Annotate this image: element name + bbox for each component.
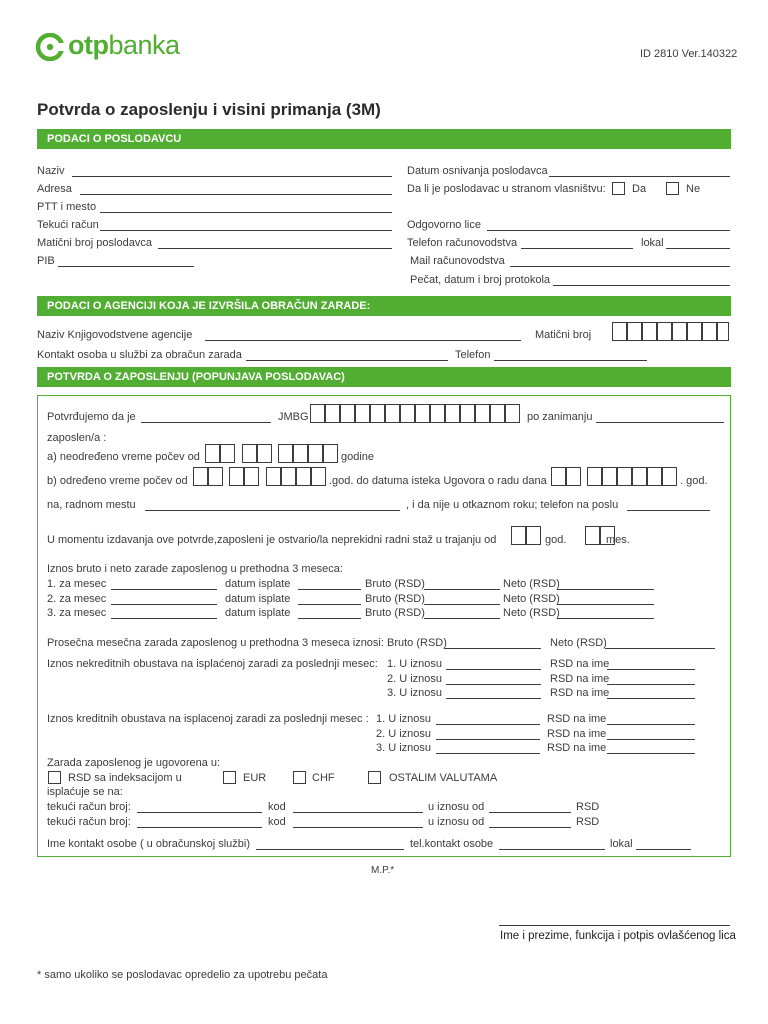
field-agency-telefon[interactable] <box>494 360 647 361</box>
label-zaposlen: zaposlen/a : <box>47 432 107 444</box>
label-strano-vlasnistvo: Da li je poslodavac u stranom vlasništvu: <box>407 183 606 195</box>
field-mail-racunovodstva[interactable] <box>510 266 730 267</box>
label-nekred-2: 2. U iznosu <box>387 673 443 685</box>
field-nekred-2-na-ime[interactable] <box>607 684 695 685</box>
label-kontakt-lokal: lokal <box>610 838 633 850</box>
label-po-zanimanju: po zanimanju <box>527 411 593 423</box>
field-maticni-broj[interactable] <box>158 248 392 249</box>
label-nekred-2-na-ime: RSD na ime <box>550 673 610 685</box>
footnote: * samo ukoliko se poslodavac opredelio za upotrebu pečata <box>37 969 328 981</box>
label-odredjeno: b) određeno vreme počev od <box>47 475 188 487</box>
field-kontakt-lokal[interactable] <box>636 849 691 850</box>
label-odgovorno-lice: Odgovorno lice <box>407 219 481 231</box>
label-pecat: Pečat, datum i broj protokola <box>410 274 551 286</box>
label-telefon-racunovodstva: Telefon računovodstva <box>407 237 518 249</box>
field-adresa[interactable] <box>80 194 392 195</box>
label-kontakt-osoba: Kontakt osoba u službi za obračun zarada <box>37 349 242 361</box>
label-staz-god: god. <box>545 534 567 546</box>
field-pib[interactable] <box>58 266 194 267</box>
employment-frame <box>37 395 731 857</box>
section-header-employment: POTVRDA O ZAPOSLENJU (POPUNJAVA POSLODAVAC) <box>37 367 731 387</box>
label-chf: CHF <box>312 772 335 784</box>
label-jmbg: JMBG <box>278 411 309 423</box>
label-kred-2-na-ime: RSD na ime <box>547 728 607 740</box>
field-zanimanje[interactable] <box>596 422 724 423</box>
label-ostalim-valutama: OSTALIM VALUTAMA <box>389 772 498 784</box>
checkbox-ne[interactable] <box>666 182 679 195</box>
field-kred-3[interactable] <box>436 753 540 754</box>
mp-stamp-label: M.P.* <box>371 865 395 876</box>
label-god-do: .god. do datuma isteka Ugovora o radu dana <box>329 475 547 487</box>
field-kred-2[interactable] <box>436 739 540 740</box>
label-ptt: PTT i mesto <box>37 201 97 213</box>
checkbox-chf[interactable] <box>293 771 306 784</box>
label-staz-mes: mes. <box>606 534 630 546</box>
label-radni-staz: U momentu izdavanja ove potvrde,zaposleni je ostvario/la neprekidni radni staž u trajanju od <box>47 534 497 546</box>
field-naziv-agencije[interactable] <box>205 340 521 341</box>
signature-line[interactable] <box>499 925 730 926</box>
label-ime-kontakt-osobe: Ime kontakt osobe ( u obračunskoj službi) <box>47 838 250 850</box>
checkbox-eur[interactable] <box>223 771 236 784</box>
label-nekred-1: 1. U iznosu <box>387 658 443 670</box>
field-datum-osnivanja[interactable] <box>549 176 730 177</box>
field-odgovorno-lice[interactable] <box>487 230 730 231</box>
label-ne: Ne <box>686 183 701 195</box>
document-id: ID 2810 Ver.140322 <box>640 48 738 60</box>
label-maticni-broj: Matični broj poslodavca <box>37 237 152 249</box>
logo-wordmark: otpbanka <box>68 30 180 60</box>
label-da: Da <box>632 183 647 195</box>
field-prosecna-bruto[interactable] <box>444 648 541 649</box>
label-kred-3: 3. U iznosu <box>376 742 432 754</box>
label-isplacuje: isplaćuje se na: <box>47 786 123 798</box>
label-kred-3-na-ime: RSD na ime <box>547 742 607 754</box>
section-header-agency: PODACI O AGENCIJI KOJA JE IZVRŠILA OBRAČUN ZARADE: <box>37 296 731 316</box>
label-tel-kontakt-osobe: tel.kontakt osobe <box>410 838 494 850</box>
label-tekuci-racun: Tekući račun <box>37 219 99 231</box>
field-ime-kontakt-osobe[interactable] <box>256 849 404 850</box>
label-pib: PIB <box>37 255 55 267</box>
label-kred-1-na-ime: RSD na ime <box>547 713 607 725</box>
field-radno-mesto[interactable] <box>145 510 400 511</box>
checkbox-rsd[interactable] <box>48 771 61 784</box>
label-lokal: lokal <box>641 237 664 249</box>
label-nekred-3-na-ime: RSD na ime <box>550 687 610 699</box>
label-datum-osnivanja: Datum osnivanja poslodavca <box>407 165 548 177</box>
field-nekred-3[interactable] <box>446 698 541 699</box>
field-prosecna-neto[interactable] <box>605 648 715 649</box>
field-nekred-2[interactable] <box>446 684 541 685</box>
field-tel-kontakt-osobe[interactable] <box>499 849 605 850</box>
label-mail-racunovodstva: Mail računovodstva <box>410 255 505 267</box>
field-kred-3-na-ime[interactable] <box>607 753 695 754</box>
label-otkazni-rok: , i da nije u otkaznom roku; telefon na poslu <box>406 499 619 511</box>
otp-logo-icon <box>36 33 64 61</box>
label-potvrdjujemo: Potvrđujemo da je <box>47 411 136 423</box>
field-telefon-na-poslu[interactable] <box>627 510 710 511</box>
field-nekred-3-na-ime[interactable] <box>607 698 695 699</box>
label-prosecna-zarada: Prosečna mesečna zarada zaposlenog u prethodna 3 meseca iznosi: Bruto (RSD) <box>47 637 447 649</box>
field-telefon-racunovodstva[interactable] <box>521 248 633 249</box>
field-ptt[interactable] <box>100 212 392 213</box>
label-adresa: Adresa <box>37 183 72 195</box>
label-nekred-1-na-ime: RSD na ime <box>550 658 610 670</box>
label-radnom-mestu: na, radnom mestu <box>47 499 136 511</box>
label-agency-telefon: Telefon <box>455 349 491 361</box>
label-ugovorena: Zarada zaposlenog je ugovorena u: <box>47 757 221 769</box>
label-naziv: Naziv <box>37 165 65 177</box>
checkbox-ostalim-valutama[interactable] <box>368 771 381 784</box>
field-tekuci-racun[interactable] <box>100 230 392 231</box>
field-kred-1[interactable] <box>436 724 540 725</box>
field-kred-2-na-ime[interactable] <box>607 739 695 740</box>
label-kred-1: 1. U iznosu <box>376 713 432 725</box>
section-header-employer: PODACI O POSLODAVCU <box>37 129 731 149</box>
label-nekred-3: 3. U iznosu <box>387 687 443 699</box>
label-prosecna-neto: Neto (RSD) <box>550 637 607 649</box>
label-godine: godine <box>341 451 375 463</box>
field-pecat[interactable] <box>553 285 730 286</box>
field-kred-1-na-ime[interactable] <box>607 724 695 725</box>
signature-label: Ime i prezime, funkcija i potpis ovlašćenog lica <box>500 930 736 942</box>
page-title: Potvrda o zaposlenju i visini primanja (3M) <box>37 100 381 119</box>
field-ime-zaposlenog[interactable] <box>141 422 271 423</box>
label-agency-maticni-broj: Matični broj <box>535 329 592 341</box>
label-god-end: . god. <box>680 475 708 487</box>
field-nekred-1-na-ime[interactable] <box>607 669 695 670</box>
label-kreditne-obustave: Iznos kreditnih obustava na isplacenoj zaradi za poslednji mesec : <box>47 713 369 725</box>
field-naziv[interactable] <box>72 176 392 177</box>
field-lokal[interactable] <box>666 248 730 249</box>
label-nekreditne-obustave: Iznos nekreditnih obustava na isplaćenoj zaradi za poslednji mesec: <box>47 658 378 670</box>
field-nekred-1[interactable] <box>446 669 541 670</box>
label-rsd-indeksacija: RSD sa indeksacijom u <box>68 772 182 784</box>
label-naziv-agencije: Naziv Knjigovodstvene agencije <box>37 329 193 341</box>
label-neodredjeno: a) neodređeno vreme počev od <box>47 451 200 463</box>
label-kred-2: 2. U iznosu <box>376 728 432 740</box>
field-kontakt-osoba[interactable] <box>246 360 448 361</box>
label-iznos-bruto-neto: Iznos bruto i neto zarade zaposlenog u prethodna 3 meseca: <box>47 563 343 575</box>
label-eur: EUR <box>243 772 267 784</box>
checkbox-da[interactable] <box>612 182 625 195</box>
